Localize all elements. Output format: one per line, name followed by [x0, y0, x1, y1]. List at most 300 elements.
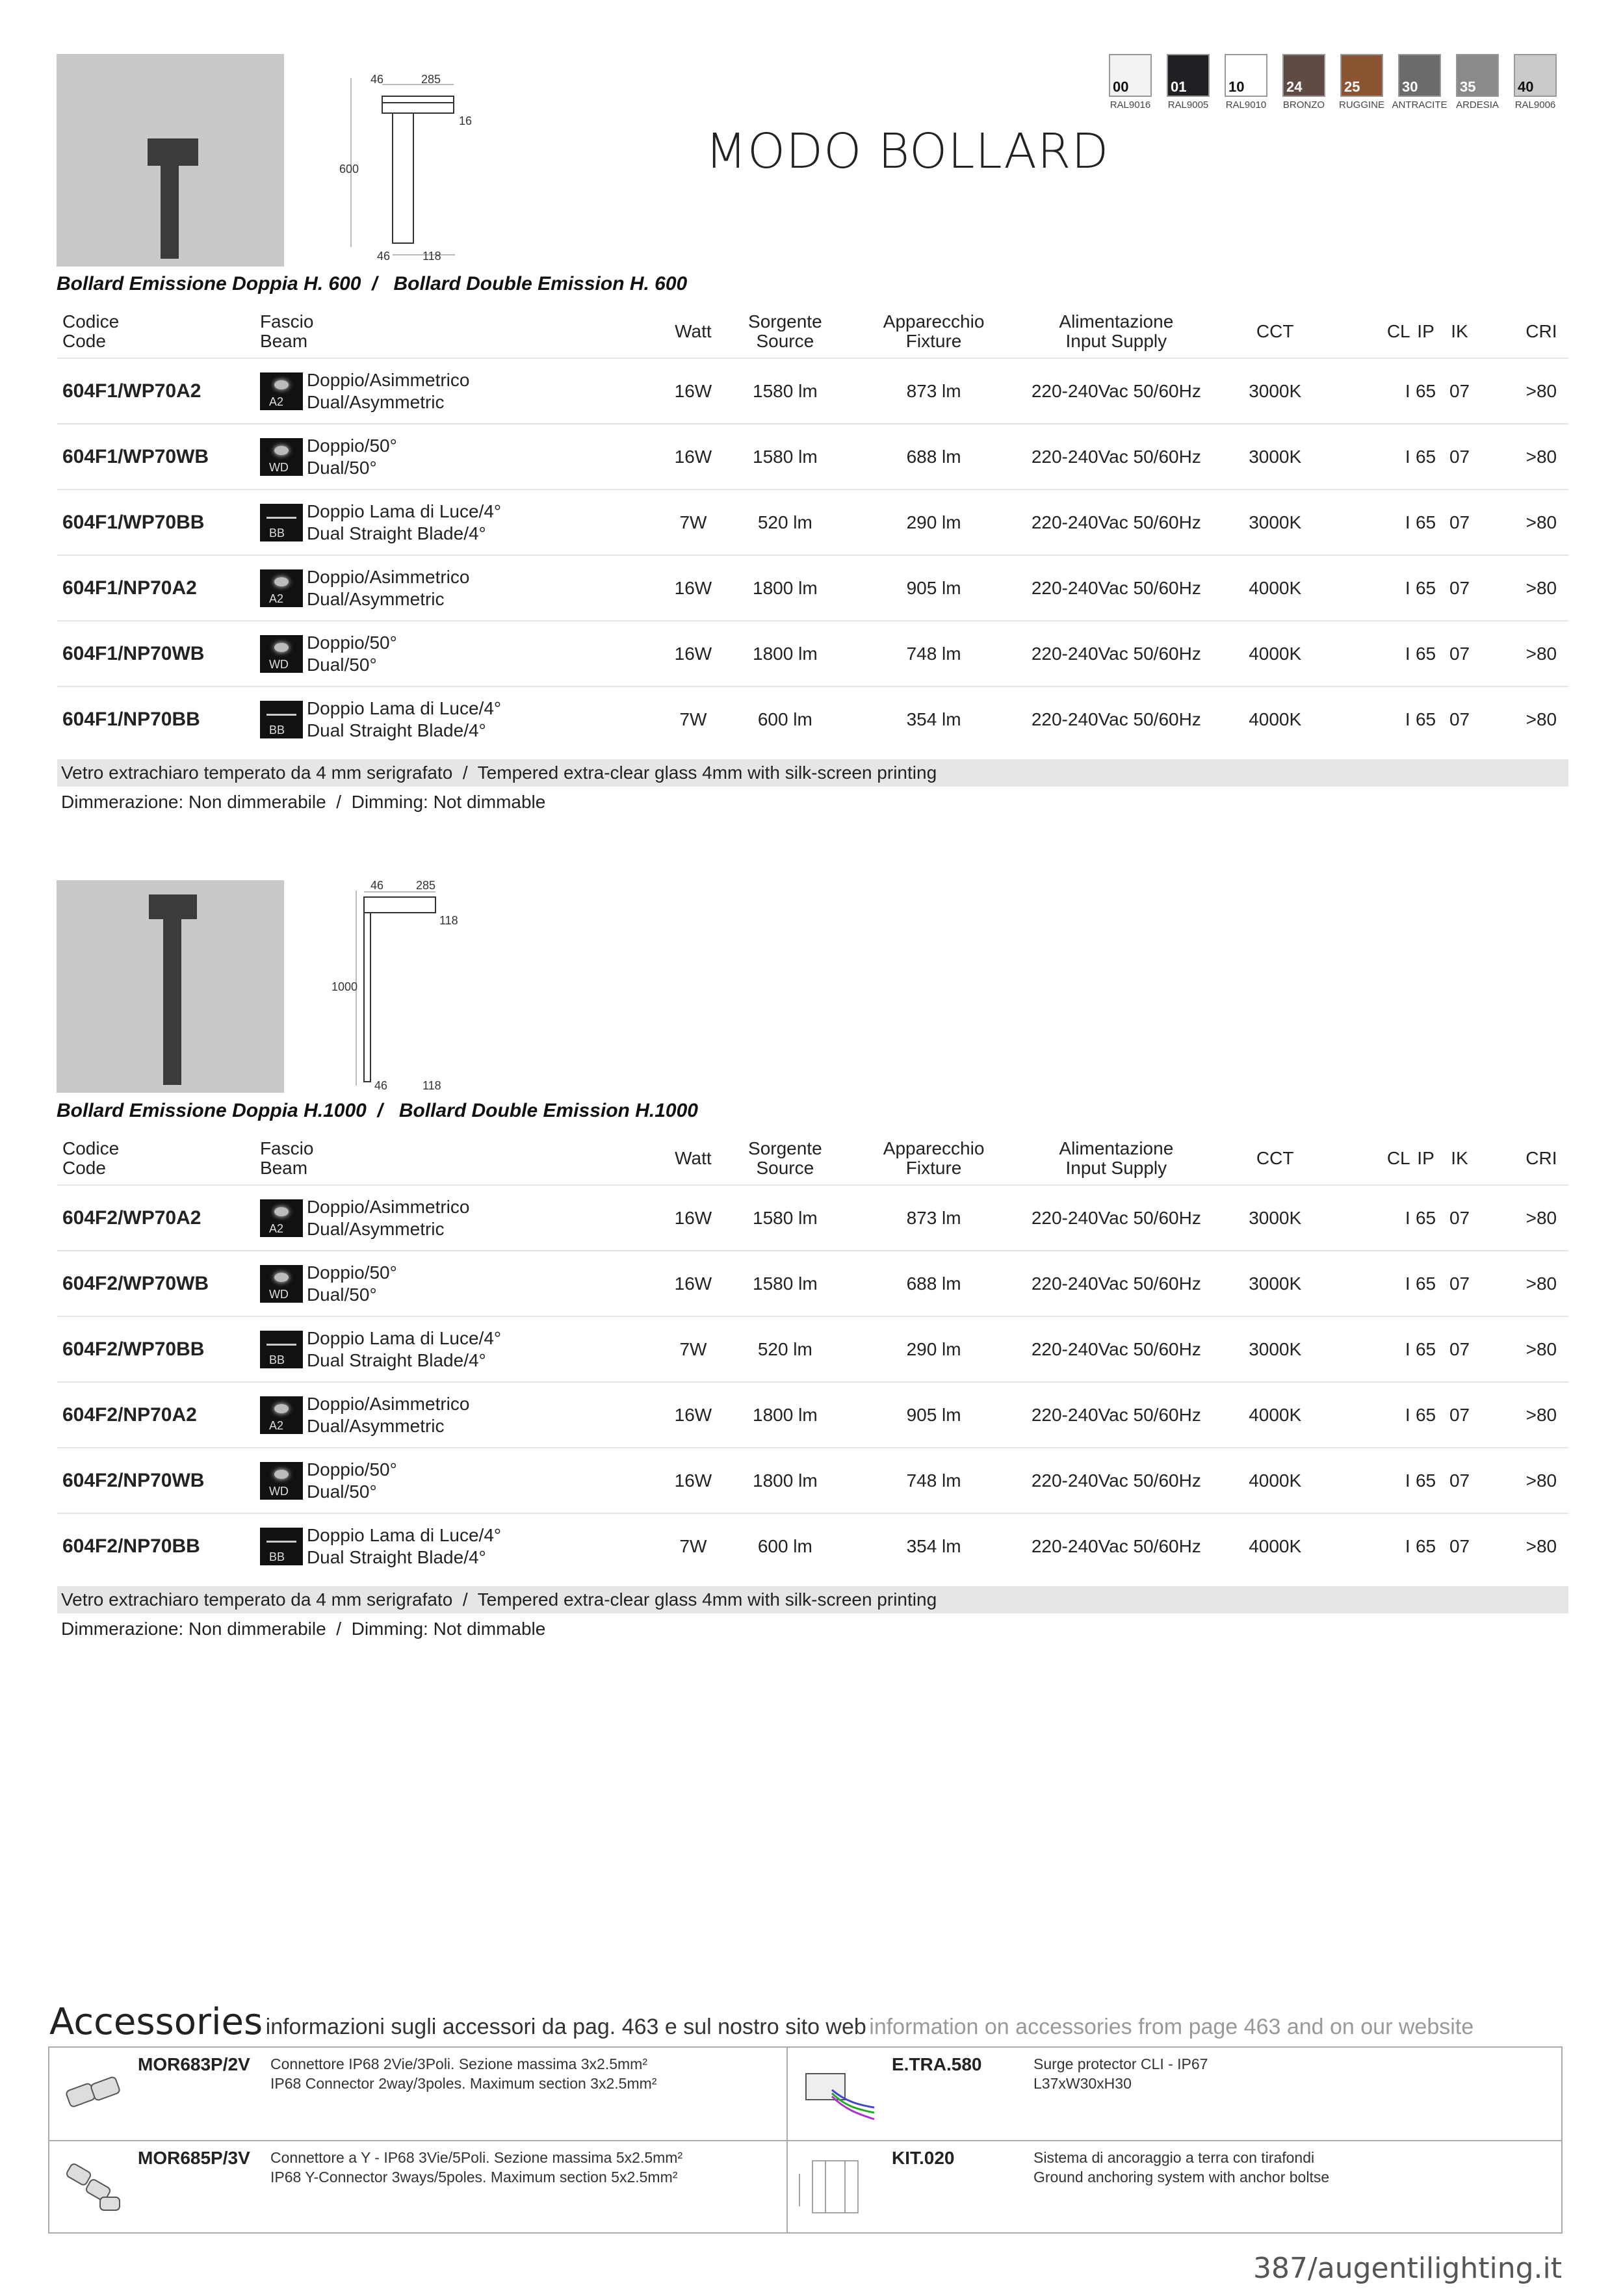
beam-text [307, 501, 501, 545]
cct-value: 3000K [1214, 1251, 1336, 1316]
input-supply: 220-240Vac 50/60Hz [1019, 358, 1215, 424]
cct-value: 4000K [1214, 555, 1336, 621]
cri-value: >80 [1514, 424, 1568, 489]
ip-value: 65 [1410, 1513, 1442, 1578]
input-supply: 220-240Vac 50/60Hz [1019, 1448, 1215, 1513]
cri-value: >80 [1514, 621, 1568, 686]
beam-wrap [260, 1524, 666, 1569]
header-code-it: Codice [62, 311, 120, 332]
finish-swatch-30[interactable] [1398, 54, 1441, 97]
table-row[interactable] [57, 489, 1568, 555]
beam-text [307, 1262, 397, 1306]
beam-light-shape [274, 1273, 289, 1282]
ik-value: 07 [1441, 1251, 1477, 1316]
beam-wrap [260, 1393, 666, 1437]
beam-text-it: Doppio Lama di Luce/4° [306, 1524, 502, 1545]
accessory-desc-it: Sistema di ancoraggio a terra con tirafondi [1033, 2149, 1315, 2166]
fixture-lumen: 905 lm [850, 1382, 1019, 1448]
beam-text-en: Dual/Asymmetric [306, 1218, 445, 1239]
finish-label: RUGGINE [1338, 99, 1384, 111]
beam-wrap [260, 1262, 666, 1306]
page-number: 387/augentilighting.it [1253, 2252, 1562, 2285]
cl-value: I [1336, 621, 1410, 686]
header-cl: CL [1386, 321, 1410, 341]
cct-value: 3000K [1214, 1316, 1336, 1382]
spacer-cell [1478, 686, 1514, 751]
source-lumen: 600 lm [721, 686, 850, 751]
table-row[interactable] [57, 358, 1568, 424]
accessory-desc-en: IP68 Y-Connector 3ways/5poles. Maximum section 5x2.5mm² [270, 2169, 678, 2185]
input-supply: 220-240Vac 50/60Hz [1019, 1513, 1215, 1578]
beam-text-en: Dual Straight Blade/4° [306, 1350, 486, 1370]
beam-icon-label: WD [268, 1484, 289, 1498]
header-source-en: Source [756, 1158, 814, 1178]
drawing-head [382, 96, 454, 113]
accessory-desc [1033, 2054, 1208, 2093]
accessory-item[interactable] [788, 2141, 1544, 2234]
cl-value: I [1336, 1513, 1410, 1578]
ip-value: 65 [1410, 1382, 1442, 1448]
finish-code: 10 [1228, 79, 1245, 95]
accessory-desc [1033, 2148, 1329, 2187]
product-code: 604F2/WP70BB [57, 1316, 260, 1382]
table-header-row [57, 306, 1568, 358]
header-supply [1019, 306, 1215, 358]
table-row[interactable] [57, 1382, 1568, 1448]
product-code: 604F1/NP70BB [57, 686, 260, 751]
dim-h: 1000 [331, 980, 358, 993]
input-supply: 220-240Vac 50/60Hz [1019, 1251, 1215, 1316]
cl-value: I [1336, 555, 1410, 621]
fixture-lumen: 748 lm [850, 621, 1019, 686]
dimming-note: Dimmerazione: Non dimmerabile / Dimming: Not dimmable [61, 1619, 546, 1639]
beam-text-en: Dual Straight Blade/4° [306, 720, 486, 740]
beam-text-en: Dual/Asymmetric [306, 391, 445, 412]
beam-light-shape [274, 1404, 289, 1413]
beam-text-en: Dual/50° [306, 1284, 377, 1305]
accessory-desc-it: Connettore IP68 2Vie/3Poli. Sezione massima 3x2.5mm² [270, 2055, 647, 2072]
beam-text [307, 1459, 397, 1503]
ik-value: 07 [1441, 1382, 1477, 1448]
beam-text [307, 1327, 501, 1372]
watt-value: 7W [666, 686, 721, 751]
beam-wrap [260, 435, 666, 479]
glass-note: Vetro extrachiaro temperato da 4 mm serigrafato / Tempered extra-clear glass 4mm with silk-screen printing [57, 1586, 1568, 1613]
beam-text-it: Doppio/50° [306, 1459, 397, 1480]
watt-value: 16W [666, 358, 721, 424]
fixture-lumen: 290 lm [850, 489, 1019, 555]
beam-pattern-icon [260, 1396, 303, 1434]
header-fixture-it: Apparecchio [883, 1138, 985, 1158]
fixture-lumen: 748 lm [850, 1448, 1019, 1513]
header-fixture-en: Fixture [905, 1158, 962, 1178]
ik-value: 07 [1441, 686, 1477, 751]
beam-text [307, 1524, 501, 1569]
watt-value: 16W [666, 424, 721, 489]
spacer-cell [1478, 424, 1514, 489]
ik-value: 07 [1441, 1185, 1477, 1251]
beam-cell [260, 1382, 666, 1448]
beam-cell [260, 358, 666, 424]
fixture-lumen: 873 lm [850, 1185, 1019, 1251]
cct-value: 3000K [1214, 424, 1336, 489]
beam-icon-label: BB [268, 1353, 285, 1366]
cri-value: >80 [1514, 1382, 1568, 1448]
cri-value: >80 [1514, 358, 1568, 424]
cl-value: I [1336, 489, 1410, 555]
beam-icon-label: WD [268, 657, 289, 671]
finish-code: 25 [1344, 79, 1360, 95]
beam-wrap [260, 1327, 666, 1372]
beam-pattern-icon [260, 504, 303, 541]
source-lumen: 1800 lm [721, 1448, 850, 1513]
dim-h: 600 [339, 163, 359, 176]
spacer-cell [1478, 1448, 1514, 1513]
section-subtitle: Bollard Emissione Doppia H.1000 / Bollard Double Emission H.1000 [57, 1100, 698, 1121]
beam-text-en: Dual/50° [306, 1481, 377, 1502]
dim-b: 285 [421, 73, 441, 86]
ik-value: 07 [1441, 1513, 1477, 1578]
beam-text-it: Doppio Lama di Luce/4° [306, 501, 502, 521]
beam-text-en: Dual Straight Blade/4° [306, 523, 486, 543]
cl-value: I [1336, 1251, 1410, 1316]
fixture-lumen: 688 lm [850, 1251, 1019, 1316]
page-title: MODO BOLLARD [705, 124, 1110, 179]
cri-value: >80 [1514, 489, 1568, 555]
beam-wrap [260, 1459, 666, 1503]
finish-swatch-10[interactable] [1225, 54, 1267, 97]
finish-code: 00 [1113, 79, 1129, 95]
beam-light-shape [266, 1344, 296, 1346]
finish-code: 24 [1286, 79, 1303, 95]
header-watt: Watt [675, 321, 712, 341]
finish-swatch-24[interactable] [1282, 54, 1325, 97]
finish-swatch-35[interactable] [1456, 54, 1499, 97]
header-fixture-it: Apparecchio [883, 311, 985, 332]
connector-icon [55, 2061, 139, 2126]
cri-value: >80 [1514, 1251, 1568, 1316]
accessory-code: MOR683P/2V [138, 2054, 250, 2074]
beam-text-it: Doppio/Asimmetrico [306, 566, 470, 587]
finish-label: RAL9006 [1514, 99, 1556, 111]
beam-wrap [260, 501, 666, 545]
spacer-cell [1478, 1316, 1514, 1382]
header-cl: CL [1386, 1148, 1410, 1168]
ip-value: 65 [1410, 686, 1442, 751]
cl-value: I [1336, 1448, 1410, 1513]
input-supply: 220-240Vac 50/60Hz [1019, 1382, 1215, 1448]
spacer-cell [1478, 1251, 1514, 1316]
cl-value: I [1336, 424, 1410, 489]
beam-light-shape [274, 1470, 289, 1479]
technical-drawing [325, 878, 494, 1092]
beam-pattern-icon [260, 1331, 303, 1368]
ik-value: 07 [1441, 621, 1477, 686]
header-cri: CRI [1526, 1148, 1557, 1168]
input-supply: 220-240Vac 50/60Hz [1019, 489, 1215, 555]
header-ip: IP [1417, 321, 1435, 341]
product-code: 604F2/NP70A2 [57, 1382, 260, 1448]
table-row[interactable] [57, 1513, 1568, 1578]
header-cri: CRI [1526, 321, 1557, 341]
cct-value: 4000K [1214, 686, 1336, 751]
ip-value: 65 [1410, 621, 1442, 686]
glass-note: Vetro extrachiaro temperato da 4 mm serigrafato / Tempered extra-clear glass 4mm with silk-screen printing [57, 759, 1568, 787]
beam-icon-label: A2 [268, 1418, 283, 1432]
cri-value: >80 [1514, 555, 1568, 621]
beam-light-shape [274, 643, 289, 652]
header-code [57, 306, 260, 358]
ip-value: 65 [1410, 424, 1442, 489]
product-code: 604F1/WP70A2 [57, 358, 260, 424]
ip-value: 65 [1410, 1448, 1442, 1513]
header-beam-en: Beam [259, 331, 308, 351]
surge-protector-icon [793, 2061, 877, 2126]
header-fixture [850, 1132, 1019, 1185]
header-supply-en: Input Supply [1065, 331, 1167, 351]
cri-value: >80 [1514, 1448, 1568, 1513]
product-code: 604F1/WP70WB [57, 424, 260, 489]
beam-text [307, 566, 470, 610]
dim-c: 118 [439, 914, 458, 927]
watt-value: 7W [666, 1316, 721, 1382]
table-row[interactable] [57, 424, 1568, 489]
beam-text-it: Doppio/50° [306, 1262, 397, 1283]
header-beam [260, 306, 666, 358]
beam-text-en: Dual/50° [306, 654, 377, 675]
cct-value: 4000K [1214, 621, 1336, 686]
beam-pattern-icon [260, 701, 303, 738]
accessories-title: Accessories [49, 2001, 263, 2043]
cct-value: 3000K [1214, 358, 1336, 424]
source-lumen: 520 lm [721, 1316, 850, 1382]
source-lumen: 1800 lm [721, 555, 850, 621]
table-row[interactable] [57, 1316, 1568, 1382]
drawing-head [364, 897, 435, 913]
dim-d: 46 [377, 250, 391, 263]
header-supply [1019, 1132, 1215, 1185]
beam-text [307, 369, 470, 413]
beam-text-it: Doppio Lama di Luce/4° [306, 1327, 502, 1348]
finish-swatch-00[interactable] [1109, 54, 1152, 97]
beam-light-shape [274, 1207, 289, 1216]
finish-swatch-01[interactable] [1167, 54, 1210, 97]
cl-value: I [1336, 1316, 1410, 1382]
ip-value: 65 [1410, 555, 1442, 621]
beam-pattern-icon [260, 635, 303, 673]
accessory-desc [270, 2054, 656, 2093]
header-fixture [850, 306, 1019, 358]
spacer-cell [1478, 358, 1514, 424]
accessory-desc-it: Surge protector CLI - IP67 [1033, 2055, 1208, 2072]
beam-pattern-icon [260, 1265, 303, 1303]
cct-value: 4000K [1214, 1448, 1336, 1513]
source-lumen: 1580 lm [721, 424, 850, 489]
drawing-stem [393, 113, 413, 243]
fixture-lumen: 290 lm [850, 1316, 1019, 1382]
beam-light-shape [274, 446, 289, 455]
beam-text-it: Doppio/Asimmetrico [306, 1196, 470, 1217]
spacer-cell [1478, 1513, 1514, 1578]
dim-e: 118 [422, 1079, 441, 1092]
table-row[interactable] [57, 555, 1568, 621]
table-row[interactable] [57, 621, 1568, 686]
product-code: 604F2/NP70WB [57, 1448, 260, 1513]
source-lumen: 520 lm [721, 489, 850, 555]
product-code: 604F1/NP70A2 [57, 555, 260, 621]
ik-value: 07 [1441, 1448, 1477, 1513]
beam-cell [260, 1185, 666, 1251]
product-code: 604F2/WP70A2 [57, 1185, 260, 1251]
accessory-desc-en: Ground anchoring system with anchor boltse [1033, 2169, 1330, 2185]
dim-e: 118 [422, 250, 441, 263]
beam-light-shape [274, 380, 289, 389]
beam-light-shape [274, 577, 289, 586]
beam-icon-label: WD [268, 460, 289, 474]
source-lumen: 1580 lm [721, 358, 850, 424]
accessories-header [49, 2001, 1474, 2043]
dim-d: 46 [374, 1079, 388, 1092]
beam-cell [260, 424, 666, 489]
header-beam-en: Beam [259, 1158, 308, 1178]
header-source-it: Sorgente [748, 1138, 822, 1158]
watt-value: 16W [666, 1185, 721, 1251]
accessories-subtitle-it: informazioni sugli accessori da pag. 463 e sul nostro sito web [265, 2015, 866, 2039]
source-lumen: 1800 lm [721, 1382, 850, 1448]
header-code-it: Codice [62, 1138, 120, 1158]
header-watt: Watt [675, 1148, 712, 1168]
accessory-desc [270, 2148, 682, 2187]
dim-b: 285 [416, 879, 436, 892]
table-row[interactable] [57, 1448, 1568, 1513]
ik-value: 07 [1441, 1316, 1477, 1382]
watt-value: 16W [666, 555, 721, 621]
spacer-cell [1478, 1382, 1514, 1448]
beam-icon-label: BB [268, 526, 285, 540]
finish-label: RAL9010 [1225, 99, 1267, 111]
fixture-lumen: 905 lm [850, 555, 1019, 621]
table-row[interactable] [57, 1251, 1568, 1316]
input-supply: 220-240Vac 50/60Hz [1019, 424, 1215, 489]
table-row[interactable] [57, 1185, 1568, 1251]
ik-value: 07 [1441, 358, 1477, 424]
accessory-code: KIT.020 [892, 2148, 955, 2168]
input-supply: 220-240Vac 50/60Hz [1019, 686, 1215, 751]
cl-value: I [1336, 686, 1410, 751]
header-code-en: Code [62, 1158, 106, 1178]
header-ik: IK [1451, 321, 1468, 341]
beam-text-it: Doppio/Asimmetrico [306, 1393, 470, 1414]
watt-value: 16W [666, 1382, 721, 1448]
header-cct: CCT [1256, 1148, 1294, 1168]
header-supply-it: Alimentazione [1059, 311, 1174, 332]
header-code-en: Code [62, 331, 106, 351]
accessory-code: MOR685P/3V [138, 2148, 250, 2168]
beam-text [307, 1393, 470, 1437]
accessories-box [48, 2046, 1563, 2234]
beam-cell [260, 555, 666, 621]
finish-code: 30 [1402, 79, 1418, 95]
beam-pattern-icon [260, 1199, 303, 1237]
beam-icon-label: BB [268, 1550, 285, 1563]
header-beam [260, 1132, 666, 1185]
accessory-item[interactable] [49, 2141, 806, 2234]
cl-value: I [1336, 1185, 1410, 1251]
bollard-stem [161, 145, 179, 259]
table-row[interactable] [57, 686, 1568, 751]
spacer-cell [1478, 555, 1514, 621]
beam-text [307, 632, 397, 676]
technical-drawing [325, 65, 494, 267]
beam-text-en: Dual/Asymmetric [306, 1415, 445, 1436]
product-code: 604F2/NP70BB [57, 1513, 260, 1578]
cct-value: 4000K [1214, 1382, 1336, 1448]
dim-a: 46 [370, 73, 384, 86]
header-source-it: Sorgente [748, 311, 822, 332]
product-photo [57, 880, 284, 1093]
finish-swatch-40[interactable] [1514, 54, 1557, 97]
beam-text [307, 435, 397, 479]
beam-wrap [260, 698, 666, 742]
cri-value: >80 [1514, 686, 1568, 751]
source-lumen: 1580 lm [721, 1185, 850, 1251]
beam-wrap [260, 632, 666, 676]
beam-pattern-icon [260, 569, 303, 607]
accessory-desc-it: Connettore a Y - IP68 3Vie/5Poli. Sezione massima 5x2.5mm² [270, 2149, 683, 2166]
cl-value: I [1336, 1382, 1410, 1448]
fixture-lumen: 688 lm [850, 424, 1019, 489]
beam-wrap [260, 369, 666, 413]
source-lumen: 1580 lm [721, 1251, 850, 1316]
input-supply: 220-240Vac 50/60Hz [1019, 621, 1215, 686]
header-beam-it: Fascio [259, 311, 314, 332]
beam-light-shape [266, 714, 296, 716]
beam-text-it: Doppio/50° [306, 632, 397, 653]
dim-c: 16 [459, 114, 473, 127]
drawing-stem [364, 913, 370, 1082]
ip-value: 65 [1410, 1185, 1442, 1251]
finish-swatch-25[interactable] [1340, 54, 1383, 97]
ik-value: 07 [1441, 489, 1477, 555]
input-supply: 220-240Vac 50/60Hz [1019, 1185, 1215, 1251]
cl-value: I [1336, 358, 1410, 424]
beam-wrap [260, 1196, 666, 1240]
spacer-cell [1478, 489, 1514, 555]
beam-text-it: Doppio/50° [306, 435, 397, 456]
accessory-item[interactable] [49, 2048, 806, 2140]
spec-table [57, 1132, 1568, 1578]
beam-text-en: Dual/50° [306, 457, 377, 478]
accessory-desc-en: IP68 Connector 2way/3poles. Maximum section 3x2.5mm² [270, 2075, 657, 2092]
beam-cell [260, 1316, 666, 1382]
finish-code: 01 [1171, 79, 1187, 95]
beam-pattern-icon [260, 438, 303, 476]
product-code: 604F1/WP70BB [57, 489, 260, 555]
header-beam-it: Fascio [259, 1138, 314, 1158]
y-connector-icon [55, 2154, 139, 2219]
watt-value: 16W [666, 1448, 721, 1513]
dimming-note: Dimmerazione: Non dimmerabile / Dimming: Not dimmable [61, 792, 546, 812]
beam-icon-label: A2 [268, 592, 283, 605]
accessory-item[interactable] [788, 2048, 1544, 2140]
spacer-cell [1478, 1185, 1514, 1251]
ip-value: 65 [1410, 1316, 1442, 1382]
cct-value: 3000K [1214, 489, 1336, 555]
bollard-stem [163, 900, 181, 1085]
fixture-lumen: 873 lm [850, 358, 1019, 424]
cct-value: 3000K [1214, 1185, 1336, 1251]
product-code: 604F1/NP70WB [57, 621, 260, 686]
